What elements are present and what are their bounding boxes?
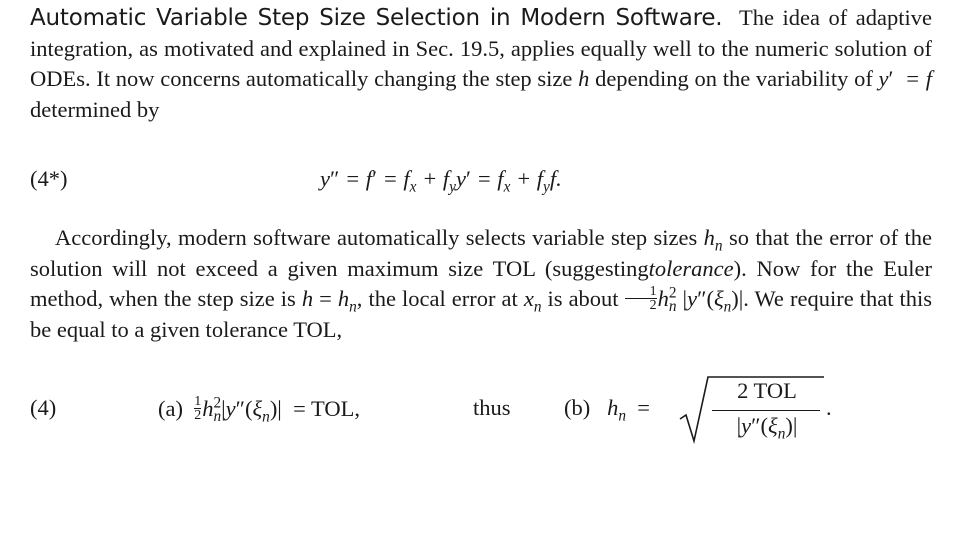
math-h: h [578, 66, 590, 91]
body-paragraph [30, 223, 932, 345]
period: . [826, 395, 832, 420]
intro-text-c: determined by [30, 96, 160, 122]
equation-label: (4) [30, 395, 57, 420]
intro-text-a: The idea of adaptive integration, as motivated and explained in Sec. 19.5, applies equally well to the numeric solution of ODEs. It now concerns automatically changing the step size [30, 5, 932, 91]
equation-4 [30, 373, 932, 443]
equation-4-star [30, 166, 932, 196]
equation-4a-lhs: $\frac{1}{2}$ $h^2_n|y''(\xi_n)|$ [194, 394, 282, 426]
thus-word: thus [473, 395, 511, 420]
math-y-prime-eq-f: y′ = f [878, 66, 933, 91]
body-text-c: ). Now for the Euler method, when the step size is [30, 255, 932, 311]
equation-label: (4*) [30, 166, 68, 191]
fraction-denominator: $|y''(\xi_n)|$ [736, 413, 798, 443]
part-b-label: (b) [564, 395, 591, 420]
intro-paragraph [30, 3, 932, 125]
emphasis-tolerance: tolerance [648, 255, 734, 281]
part-a-label: (a) [158, 395, 183, 421]
body-text-d: , the local error at [356, 286, 518, 311]
square-root-fraction [678, 373, 838, 445]
body-text-f: We require that this be equal to a given tolerance TOL, [30, 286, 933, 342]
intro-text-b: depending on the variability of [595, 66, 873, 91]
equation-body: $y'' = f' = f_x + f_yy' = f_x + f_yf$. [320, 166, 562, 196]
body-text-b: so that the error of the solution will not exceed a given maximum size TOL (suggesting [30, 225, 932, 281]
math-h-n: $h_n$ [703, 225, 723, 255]
body-text-a: Accordingly, modern software automatically selects variable step sizes [55, 225, 698, 250]
fraction-one-half: $\frac{1}{2}$ [625, 285, 657, 313]
body-text-e: is about [547, 286, 619, 311]
math-local-error: $\frac{1}{2}$ $h^2_n$ $|y''(\xi_n)|$. [625, 286, 749, 311]
equation-4a: (a) $\frac{1}{2}$ $h^2_n|y''(\xi_n)|$ = TOL, [158, 394, 360, 426]
equation-4b: (b) $h_n$ = [564, 395, 650, 425]
equation-4a-rhs: TOL, [310, 395, 360, 421]
fraction-bar [712, 410, 820, 411]
section-heading: Automatic Variable Step Size Selection in Modern Software. [30, 5, 723, 31]
fraction-one-half: $\frac{1}{2}$ [194, 394, 202, 424]
fraction-numerator: 2 TOL [737, 378, 797, 403]
equation-4b-lhs: $h_n$ [607, 395, 627, 425]
math-h-eq-hn: $h = h_n$ [301, 286, 357, 316]
math-x-n: $x_n$ [523, 286, 542, 316]
